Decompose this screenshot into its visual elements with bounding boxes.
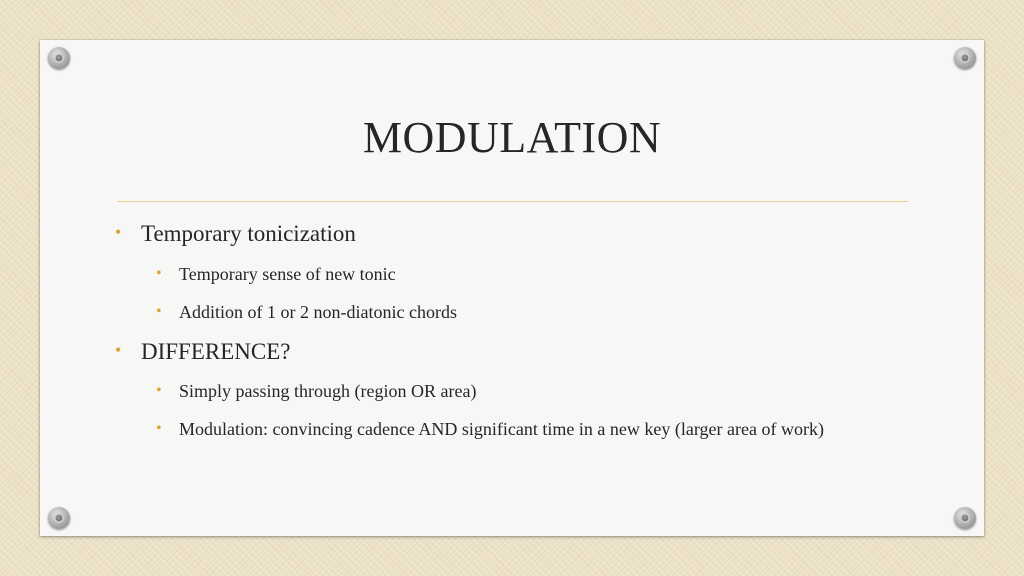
bullet-icon: • (115, 339, 122, 360)
sub-bullet-text: Simply passing through (region OR area) (179, 381, 477, 402)
slide-card (40, 40, 984, 536)
bullet-icon: • (156, 264, 162, 282)
bullet-icon: • (156, 382, 162, 400)
sub-bullet-item (115, 300, 905, 324)
sub-bullet-text: Addition of 1 or 2 non-diatonic chords (179, 301, 457, 322)
bullet-item (115, 338, 905, 366)
sub-bullet-item (115, 417, 905, 441)
pushpin-icon (48, 507, 70, 529)
sub-bullet-item (115, 379, 905, 403)
pushpin-icon (954, 47, 976, 69)
pushpin-icon (48, 47, 70, 69)
pushpin-icon (954, 507, 976, 529)
bullet-text: Temporary tonicization (141, 221, 356, 246)
title-divider (117, 201, 908, 202)
bullet-item (115, 220, 905, 248)
bullet-icon: • (156, 302, 162, 320)
sub-bullet-text: Modulation: convincing cadence AND significant time in a new key (larger area of work) (179, 419, 824, 440)
bullet-icon: • (115, 222, 122, 242)
slide-title: MODULATION (362, 113, 662, 162)
sub-bullet-item (115, 262, 905, 286)
bullet-list (115, 220, 905, 455)
bullet-text: DIFFERENCE? (141, 338, 291, 364)
sub-bullet-text: Temporary sense of new tonic (179, 263, 396, 284)
bullet-icon: • (156, 420, 162, 438)
